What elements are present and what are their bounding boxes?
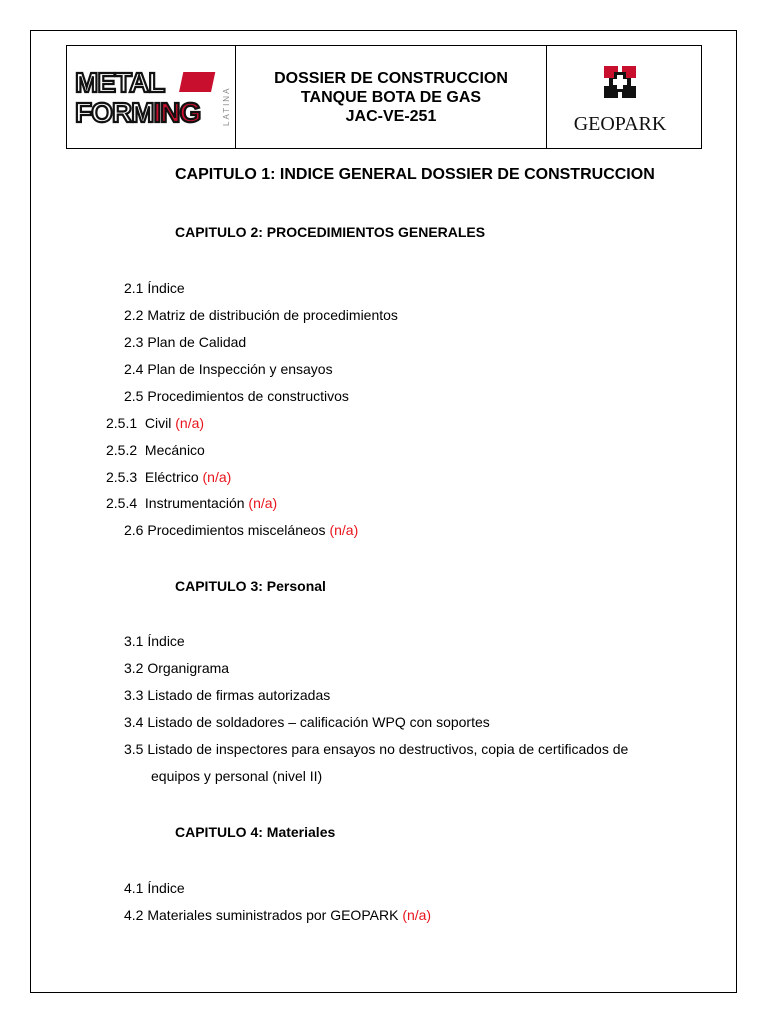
- na-marker: (n/a): [202, 469, 232, 485]
- list-item: [106, 442, 205, 458]
- chapter-3-title: CAPITULO 3: Personal: [175, 578, 326, 594]
- geopark-logo: [555, 62, 695, 134]
- item-text: Plan de Inspección y ensayos: [147, 361, 333, 377]
- item-text: Listado de firmas autorizadas: [147, 687, 331, 703]
- item-text: Eléctrico: [144, 469, 203, 485]
- item-number: 2.5.2: [106, 442, 138, 458]
- list-item: [124, 388, 349, 404]
- list-item: [124, 280, 185, 296]
- item-number: 4.1: [124, 880, 144, 896]
- list-item: [124, 687, 330, 703]
- item-text: Matriz de distribución de procedimientos: [147, 307, 398, 323]
- chapter-2-title: CAPITULO 2: PROCEDIMIENTOS GENERALES: [175, 224, 486, 240]
- item-number: 2.6: [124, 522, 144, 538]
- item-number: 2.3: [124, 334, 144, 350]
- document-title: [236, 46, 547, 148]
- list-item: [124, 660, 229, 676]
- logo-flag-icon: [179, 72, 215, 92]
- list-item: [124, 907, 431, 923]
- list-item: [124, 714, 490, 730]
- logo-metal-text: METAL: [75, 67, 165, 98]
- item-text: Índice: [147, 633, 185, 649]
- list-item: [124, 741, 628, 757]
- item-text: Procedimientos de constructivos: [147, 388, 349, 404]
- list-item-continuation: [151, 768, 322, 784]
- list-item: [106, 415, 204, 431]
- list-item: [124, 880, 185, 896]
- na-marker: (n/a): [248, 495, 278, 511]
- item-text: Listado de soldadores – calificación WPQ con soportes: [147, 714, 490, 730]
- chapter-4-title: CAPITULO 4: Materiales: [175, 824, 336, 840]
- item-number: 3.5: [124, 741, 144, 757]
- document-header: [66, 45, 702, 149]
- list-item: [124, 361, 333, 377]
- item-number: 2.5: [124, 388, 144, 404]
- item-text: Índice: [147, 880, 185, 896]
- item-number: 2.2: [124, 307, 144, 323]
- item-text: Materiales suministrados por GEOPARK: [147, 907, 403, 923]
- item-number: 4.2: [124, 907, 144, 923]
- metal-forming-logo: [73, 64, 231, 128]
- chapter-1-title: CAPITULO 1: INDICE GENERAL DOSSIER DE CONSTRUCCION: [175, 166, 655, 183]
- item-text: Plan de Calidad: [147, 334, 247, 350]
- item-text: Civil: [144, 415, 176, 431]
- item-text: Listado de inspectores para ensayos no destructivos, copia de certificados de: [147, 741, 629, 757]
- list-item: [124, 334, 246, 350]
- na-marker: (n/a): [402, 907, 432, 923]
- item-number: 3.2: [124, 660, 144, 676]
- item-number: 2.1: [124, 280, 144, 296]
- list-item: [106, 469, 231, 485]
- item-number: 2.5.3: [106, 469, 138, 485]
- geopark-logo-text: GEOPARK: [573, 113, 667, 134]
- item-number: 3.3: [124, 687, 144, 703]
- item-text: Procedimientos misceláneos: [147, 522, 330, 538]
- item-text: Organigrama: [147, 660, 230, 676]
- geopark-cross-icon: [604, 66, 636, 98]
- item-number: 2.5.4: [106, 495, 138, 511]
- logo-forming-text: FORMING: [75, 97, 201, 128]
- item-number: 2.4: [124, 361, 144, 377]
- na-marker: (n/a): [329, 522, 359, 538]
- item-number: 2.5.1: [106, 415, 138, 431]
- na-marker: (n/a): [175, 415, 205, 431]
- item-number: 3.1: [124, 633, 144, 649]
- title-line-1: DOSSIER DE CONSTRUCCION: [274, 69, 508, 87]
- metal-forming-logo-cell: [67, 46, 236, 148]
- list-item: [124, 522, 358, 538]
- list-item: [106, 495, 277, 511]
- title-line-2: TANQUE BOTA DE GAS: [300, 88, 482, 106]
- list-item: [124, 307, 398, 323]
- item-text: Mecánico: [144, 442, 205, 458]
- title-line-3: JAC-VE-251: [345, 107, 437, 125]
- item-number: 3.4: [124, 714, 144, 730]
- list-item: [124, 633, 185, 649]
- logo-latina-text: LATINA: [222, 86, 231, 126]
- item-text: Índice: [147, 280, 185, 296]
- item-text: Instrumentación: [144, 495, 249, 511]
- item-text: equipos y personal (nivel II): [151, 768, 323, 784]
- geopark-logo-cell: [547, 46, 701, 148]
